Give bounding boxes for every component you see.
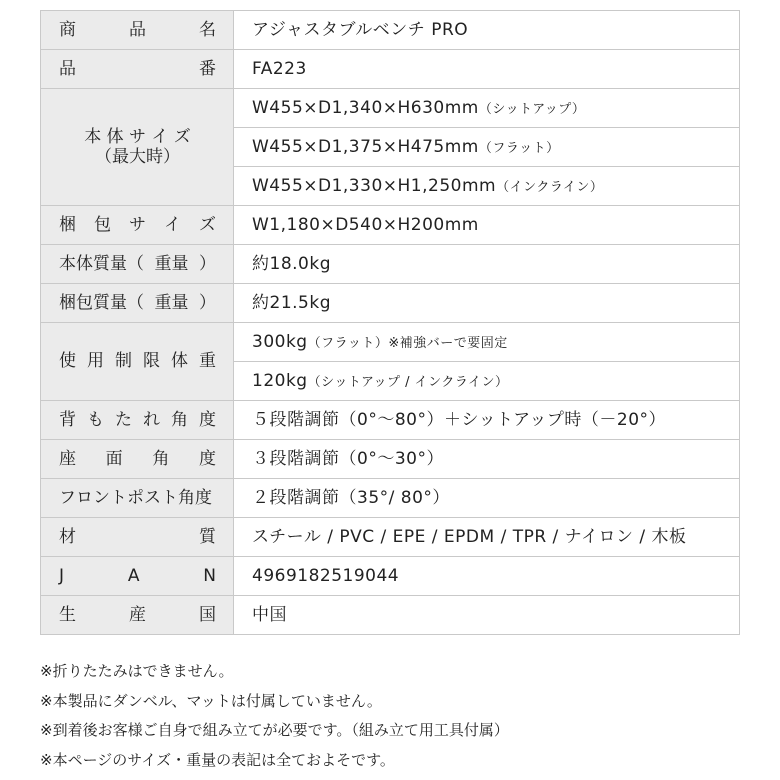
value-main: 120kg — [252, 370, 308, 391]
label-package-weight — [41, 284, 234, 323]
table-row — [41, 206, 740, 245]
label-part: 重量 — [154, 253, 189, 274]
label-char: 品 — [59, 58, 76, 79]
label-seat-angle — [41, 440, 234, 479]
label-char: 度 — [198, 448, 216, 469]
label-char: サ — [129, 214, 146, 235]
label-char: 重 — [199, 351, 216, 372]
label-char: 梱 — [59, 214, 76, 235]
value-note: （フラット）※補強バーで要固定 — [307, 335, 508, 351]
label-material — [41, 518, 234, 557]
label-char: 生 — [59, 604, 76, 625]
label-body-weight — [41, 245, 234, 284]
value-package-size: W1,180×D540×H200mm — [234, 206, 740, 245]
label-char: 番 — [199, 58, 216, 79]
label-char: れ — [143, 409, 160, 430]
value-body-size-flat — [234, 128, 740, 167]
label-char: 商 — [59, 19, 76, 40]
label-model-number — [41, 50, 234, 89]
label-char: 角 — [171, 409, 188, 430]
label-country-of-origin — [41, 596, 234, 635]
value-note: （シットアップ） — [478, 101, 586, 117]
value-weight-limit-flat — [234, 323, 740, 362]
label-front-post-angle — [41, 479, 234, 518]
label-char: 角 — [152, 448, 170, 469]
label-char: た — [115, 409, 132, 430]
table-row — [41, 440, 740, 479]
label-line: 本 体 サ イ ズ — [84, 126, 191, 147]
label-char: A — [127, 565, 140, 586]
label-line: （最大時） — [95, 147, 180, 167]
value-product-name: アジャスタブルベンチ PRO — [234, 11, 740, 50]
value-front-post-angle: ２段階調節（35°/ 80°） — [234, 479, 740, 518]
label-char: 使 — [59, 351, 76, 372]
label-char: 面 — [105, 448, 123, 469]
label-backrest-angle — [41, 401, 234, 440]
label-text: フロントポスト角度 — [59, 487, 212, 508]
value-main: W455×D1,375×H475mm — [252, 136, 479, 157]
label-part: 重量 — [154, 292, 189, 313]
label-jan — [41, 557, 234, 596]
table-row — [41, 245, 740, 284]
label-char: も — [87, 409, 104, 430]
value-country-of-origin: 中国 — [234, 596, 740, 635]
value-note: （フラット） — [478, 140, 560, 156]
value-weight-limit-situp — [234, 362, 740, 401]
value-seat-angle: ３段階調節（0°～30°） — [234, 440, 740, 479]
label-char: 体 — [171, 351, 188, 372]
table-row — [41, 596, 740, 635]
table-row — [41, 50, 740, 89]
note-item: ※到着後お客様ご自身で組み立てが必要です。（組み立て用工具付属） — [40, 721, 509, 739]
notes-list — [40, 657, 760, 775]
note-item: ※本製品にダンベル、マットは付属していません。 — [40, 691, 382, 710]
label-char: 用 — [87, 351, 104, 372]
table-row — [41, 323, 740, 362]
label-weight-limit — [41, 323, 234, 401]
table-row — [41, 518, 740, 557]
label-char: 国 — [199, 604, 216, 625]
table-row — [41, 401, 740, 440]
table-row — [41, 89, 740, 128]
value-body-size-incline — [234, 167, 740, 206]
label-part: 梱包質量（ — [59, 292, 144, 313]
table-row — [41, 11, 740, 50]
value-backrest-angle: ５段階調節（0°～80°）＋シットアップ時（－20°） — [234, 401, 740, 440]
spec-table — [40, 10, 740, 635]
label-char: 名 — [199, 19, 216, 40]
label-char: イ — [164, 214, 181, 235]
label-char: 限 — [143, 351, 160, 372]
label-part: ） — [199, 292, 216, 313]
value-body-size-situp — [234, 89, 740, 128]
label-char: 質 — [199, 526, 216, 547]
label-char: 品 — [129, 19, 146, 40]
note-item: ※本ページのサイズ・重量の表記は全ておよそです。 — [40, 750, 395, 769]
value-note: （シットアップ / インクライン） — [307, 374, 509, 390]
note-item: ※折りたたみはできません。 — [40, 662, 234, 680]
label-char: 材 — [59, 526, 76, 547]
value-package-weight: 約21.5kg — [234, 284, 740, 323]
label-char: 制 — [115, 351, 132, 372]
table-row — [41, 479, 740, 518]
label-char: 産 — [129, 604, 146, 625]
label-char: 包 — [94, 214, 111, 235]
value-model-number: FA223 — [234, 50, 740, 89]
label-char: N — [203, 565, 216, 586]
value-main: W455×D1,340×H630mm — [252, 97, 479, 118]
value-jan: 4969182519044 — [234, 557, 740, 596]
label-part: ） — [199, 253, 216, 274]
label-char: 座 — [59, 448, 76, 469]
label-char: 度 — [199, 409, 216, 430]
value-main: 300kg — [252, 331, 308, 352]
table-row — [41, 557, 740, 596]
label-char: 背 — [59, 409, 76, 430]
value-note: （インクライン） — [496, 179, 604, 195]
label-char: ズ — [199, 214, 216, 235]
label-product-name — [41, 11, 234, 50]
value-main: W455×D1,330×H1,250mm — [252, 175, 497, 196]
label-body-size — [41, 89, 234, 206]
label-part: 本体質量（ — [59, 253, 144, 274]
label-char: J — [59, 565, 65, 586]
value-material: スチール / PVC / EPE / EPDM / TPR / ナイロン / 木板 — [234, 518, 740, 557]
label-package-size — [41, 206, 234, 245]
value-body-weight: 約18.0kg — [234, 245, 740, 284]
table-row — [41, 284, 740, 323]
